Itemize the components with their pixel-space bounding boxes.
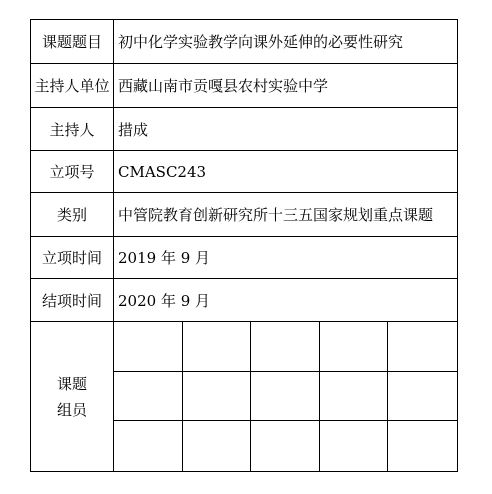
label-start-date: 立项时间 (31, 237, 114, 278)
value-project-number: CMASC243 (118, 162, 207, 181)
member-cell (114, 322, 183, 372)
row-start-date (31, 237, 457, 279)
member-cell (251, 372, 320, 422)
project-info-table (30, 19, 458, 472)
row-team-members (31, 322, 457, 471)
member-cell (114, 372, 183, 422)
member-cell (320, 372, 389, 422)
label-host-unit: 主持人单位 (31, 64, 114, 107)
label-team-members-line1: 课题 (56, 374, 87, 393)
label-team-members-line2: 组员 (56, 400, 87, 419)
value-start-date: 2019 年 9 月 (118, 249, 211, 267)
value-category: 中管院教育创新研究所十三五国家规划重点课题 (118, 206, 434, 224)
label-host: 主持人 (31, 108, 114, 150)
member-cell (320, 421, 389, 471)
member-cell (114, 421, 183, 471)
label-category: 类别 (31, 193, 114, 236)
row-category (31, 193, 457, 237)
label-project-number: 立项号 (31, 151, 114, 192)
value-end-date: 2020 年 9 月 (118, 291, 211, 310)
label-end-date: 结项时间 (31, 279, 114, 321)
member-cell (251, 322, 320, 372)
member-cell (388, 322, 457, 372)
member-cell (320, 322, 389, 372)
label-topic-title: 课题题目 (31, 20, 114, 63)
row-end-date (31, 279, 457, 322)
value-topic-title: 初中化学实验教学向课外延伸的必要性研究 (118, 33, 404, 51)
member-cell (183, 372, 252, 422)
member-cell (388, 372, 457, 422)
row-project-number (31, 151, 457, 193)
team-members-grid (114, 322, 457, 471)
row-topic-title (31, 20, 457, 64)
member-cell (251, 421, 320, 471)
member-cell (183, 322, 252, 372)
member-cell (183, 421, 252, 471)
label-team-members (31, 322, 114, 471)
member-cell (388, 421, 457, 471)
row-host-unit (31, 64, 457, 108)
value-host: 措成 (118, 120, 149, 139)
value-host-unit: 西藏山南市贡嘎县农村实验中学 (118, 77, 329, 95)
row-host (31, 108, 457, 151)
